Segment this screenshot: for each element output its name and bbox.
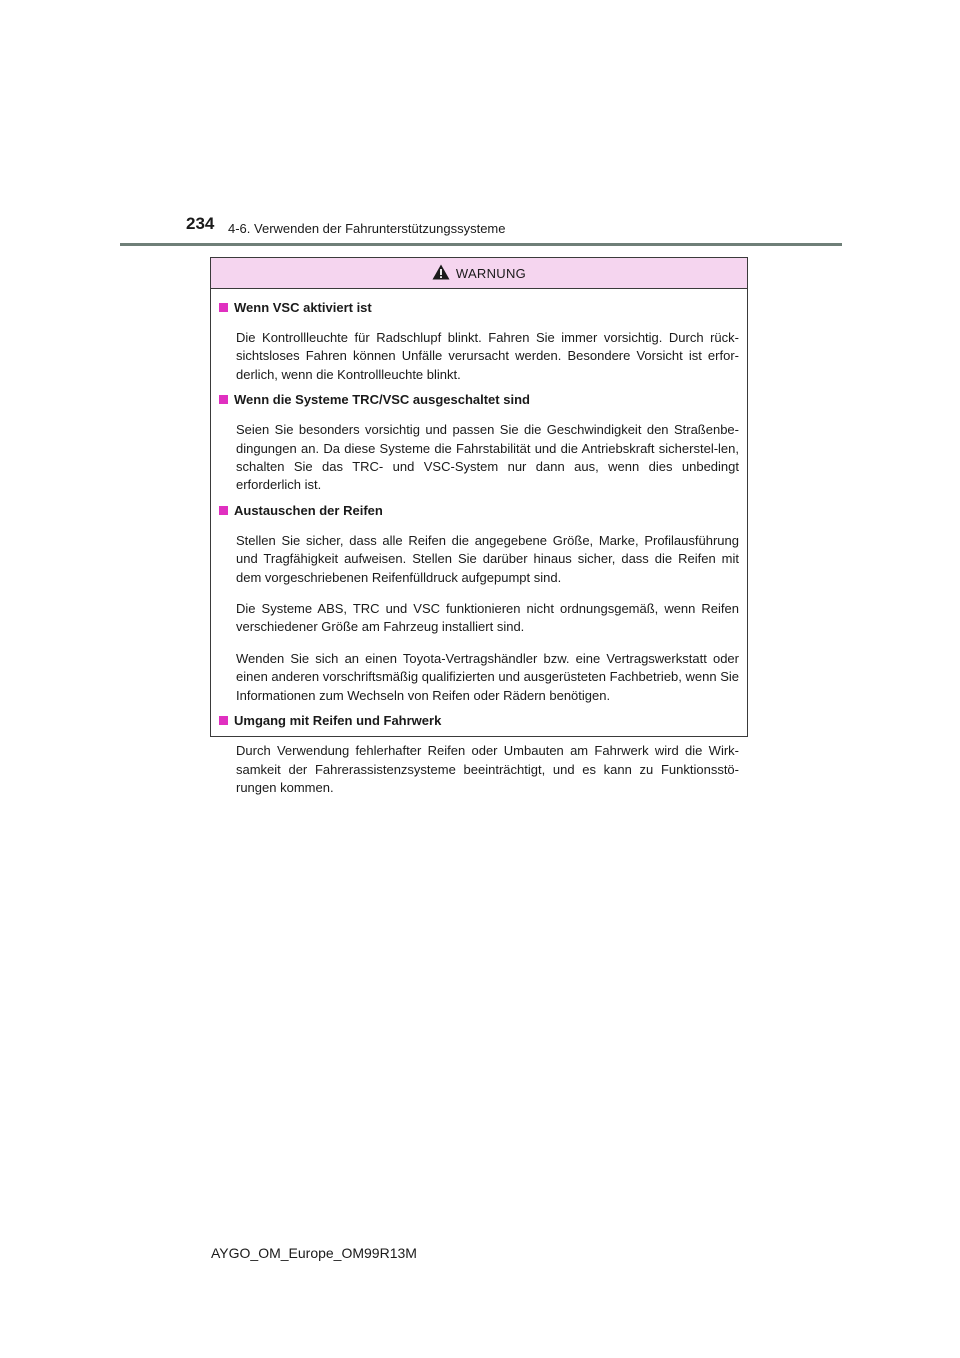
warning-body [211,289,747,797]
section-paragraph: Die Systeme ABS, TRC und VSC funktionieren nicht ordnungsgemäß, wenn Reifen verschiedener Größe am Fahrzeug installiert sind. [236,601,739,635]
warning-triangle-icon [432,264,450,280]
section-heading-text: Wenn VSC aktiviert ist [234,300,372,315]
warning-box [210,257,748,795]
square-bullet-icon [219,395,228,404]
page-number: 234 [186,214,215,233]
square-bullet-icon [219,303,228,312]
section-paragraph: Die Kontrollleuchte für Radschlupf blinkt. Fahren Sie immer vorsichtig. Durch rück-sichtsloses Fahren können Unfälle verursacht werden. Besondere Vorsicht ist erfor-derlich, wenn die Kontrollleuchte blinkt. [236,330,739,382]
warning-section [219,502,739,705]
section-heading [219,712,739,729]
section-paragraph: Durch Verwendung fehlerhafter Reifen oder Umbauten am Fahrwerk wird die Wirk-samkeit der Fahrerassistenzsysteme beeinträchtigt, und es kann zu Funktionsstö-rungen kommen. [236,743,739,795]
warning-section [219,299,739,384]
document-code: AYGO_OM_Europe_OM99R13M [211,1245,417,1261]
section-heading-text: Austauschen der Reifen [234,502,383,518]
section-paragraph: Seien Sie besonders vorsichtig und passen Sie die Geschwindigkeit den Straßenbe-dingungen an. Da diese Systeme die Fahrstabilität und die Antriebskraft sicherstel-len, schalten Sie das TRC- und VSC-System nur dann aus, wenn dies unbedingt erforderlich ist. [236,422,739,493]
section-heading [219,391,739,408]
section-heading-text: Wenn die Systeme TRC/VSC ausgeschaltet sind [234,392,530,408]
square-bullet-icon [219,716,228,725]
warning-section [219,391,739,495]
header-rule [120,243,842,246]
section-paragraph: Stellen Sie sicher, dass alle Reifen die angegebene Größe, Marke, Profilausführung und Tragfähigkeit aufweisen. Stellen Sie darüber hinaus sicher, dass die Reifen mit dem vorgeschriebenen Reifenfülldruck aufgepumpt sind. [236,532,739,585]
section-heading [219,299,739,316]
warning-title: WARNUNG [455,265,527,281]
section-heading [219,502,739,519]
section-paragraph: Wenden Sie sich an einen Toyota-Vertragshändler bzw. eine Vertragswerkstatt oder einen anderen vorschriftsmäßig qualifizierten und ausgerüsteten Fachbetrieb, wenn Sie Informationen zum Wechseln von Reifen oder Rädern benötigen. [236,650,739,703]
chapter-title: 4-6. Verwenden der Fahrunterstützungssysteme [228,221,506,236]
warning-header [211,258,747,289]
warning-section [219,712,739,797]
section-heading-text: Umgang mit Reifen und Fahrwerk [234,713,442,729]
square-bullet-icon [219,506,228,515]
